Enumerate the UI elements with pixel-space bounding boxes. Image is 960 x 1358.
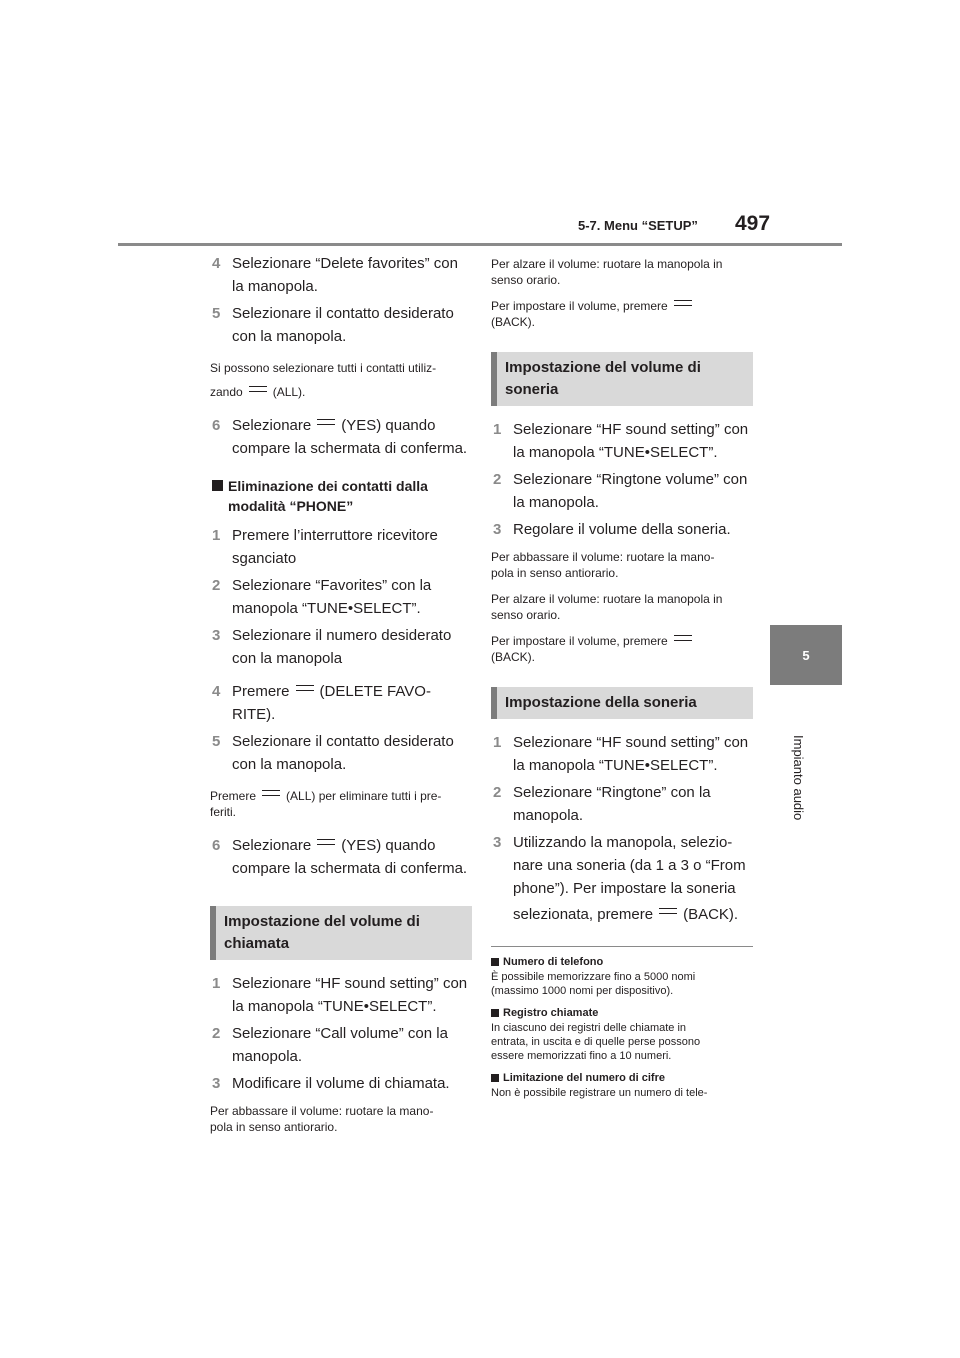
step-text: Utilizzando la manopola, selezio-	[513, 834, 733, 851]
note	[210, 1103, 472, 1135]
note-text: Per abbassare il volume: ruotare la mano-	[210, 1104, 434, 1118]
step-item	[491, 418, 753, 464]
step-number: 1	[493, 421, 502, 438]
step-item	[210, 524, 472, 570]
step-item	[491, 468, 753, 514]
note-text: pola in senso antiorario.	[210, 1120, 338, 1134]
step-text: manopola.	[513, 807, 584, 824]
info-heading-text: Limitazione del numero di cifre	[503, 1072, 665, 1084]
info-line: (massimo 1000 nomi per dispositivo).	[491, 985, 674, 997]
note-text: (ALL).	[272, 385, 306, 399]
step-item	[491, 781, 753, 827]
note-text: Per impostare il volume, premere	[491, 634, 668, 648]
info-heading	[491, 955, 753, 970]
step-item	[210, 1072, 472, 1095]
step-text: Selezionare il numero desiderato	[232, 627, 452, 644]
step-number: 5	[212, 305, 221, 322]
square-bullet-icon	[491, 1009, 499, 1017]
step-item	[210, 414, 472, 460]
step-number: 4	[212, 255, 221, 272]
chapter-number: 5	[802, 647, 810, 663]
section-title	[491, 687, 753, 719]
note-text: Per alzare il volume: ruotare la manopola in	[491, 257, 723, 271]
step-number: 6	[212, 837, 221, 854]
step-text: con la manopola	[232, 650, 343, 667]
section-title-text: Impostazione del volume di	[505, 359, 701, 376]
step-number: 3	[212, 627, 221, 644]
note-text: Si possono selezionare tutti i contatti utiliz-	[210, 361, 437, 375]
info-line: essere memorizzati fino a 10 numeri.	[491, 1050, 672, 1062]
step-number: 1	[212, 527, 221, 544]
note	[210, 788, 472, 820]
page-number: 497	[735, 212, 771, 235]
step-text: Selezionare il contatto desiderato	[232, 733, 454, 750]
step-text: con la manopola.	[232, 756, 347, 773]
step-text: Selezionare il contatto desiderato	[232, 305, 454, 322]
info-line: Non è possibile registrare un numero di tele-	[491, 1087, 708, 1099]
step-number: 5	[212, 733, 221, 750]
note-text: feriti.	[210, 805, 237, 819]
note-text: senso orario.	[491, 273, 561, 287]
step-number: 4	[212, 683, 221, 700]
step-text: compare la schermata di conferma.	[232, 860, 468, 877]
step-text: la manopola “TUNE•SELECT”.	[513, 444, 718, 461]
info-line: entrata, in uscita e di quelle perse possono	[491, 1036, 701, 1048]
step-text: Selezionare “HF sound setting” con	[513, 421, 749, 438]
header-divider	[118, 243, 842, 246]
step-text: (YES) quando	[341, 837, 436, 854]
button-icon	[262, 790, 280, 796]
note-text: (ALL) per eliminare tutti i pre-	[286, 789, 442, 803]
info-text	[491, 1021, 753, 1063]
step-item	[210, 680, 472, 726]
note-text: Per alzare il volume: ruotare la manopola in	[491, 592, 723, 606]
square-bullet-icon	[491, 1074, 499, 1082]
step-number: 6	[212, 417, 221, 434]
button-icon	[317, 839, 335, 845]
step-text: (BACK).	[683, 906, 739, 923]
subheading-text: modalità “PHONE”	[228, 498, 354, 514]
note-text: (BACK).	[491, 650, 536, 664]
step-text: Selezionare	[232, 417, 312, 434]
step-number: 3	[493, 521, 502, 538]
info-text	[491, 970, 753, 998]
step-text: Selezionare “HF sound setting” con	[513, 734, 749, 751]
step-item	[210, 730, 472, 776]
step-item	[210, 972, 472, 1018]
step-text: phone”). Per impostare la soneria	[513, 880, 736, 897]
step-number: 2	[493, 784, 502, 801]
step-text: Selezionare “Call volume” con la	[232, 1025, 448, 1042]
notes-divider	[491, 946, 753, 947]
left-column	[210, 252, 472, 1145]
button-icon	[317, 419, 335, 425]
note	[491, 549, 753, 581]
step-item	[210, 574, 472, 620]
button-icon	[296, 685, 314, 691]
step-text: (YES) quando	[341, 417, 436, 434]
step-text: con la manopola.	[232, 328, 347, 345]
note-text: senso orario.	[491, 608, 561, 622]
step-item	[210, 624, 472, 670]
step-item	[210, 1022, 472, 1068]
step-number: 2	[493, 471, 502, 488]
step-text: Selezionare “Ringtone” con la	[513, 784, 711, 801]
step-text: (DELETE FAVO-	[319, 683, 431, 700]
step-text: compare la schermata di conferma.	[232, 440, 468, 457]
chapter-tab	[770, 625, 842, 685]
right-column	[491, 252, 753, 1104]
note-text: pola in senso antiorario.	[491, 566, 619, 580]
note-text: (BACK).	[491, 315, 536, 329]
info-heading	[491, 1071, 753, 1086]
note-text: Premere	[210, 789, 257, 803]
section-title-text: soneria	[505, 381, 559, 398]
step-number: 2	[212, 577, 221, 594]
step-text: Modificare il volume di chiamata.	[232, 1075, 450, 1092]
note	[491, 256, 753, 288]
note	[210, 356, 472, 404]
info-line: In ciascuno dei registri delle chiamate in	[491, 1022, 687, 1034]
step-number: 3	[493, 834, 502, 851]
section-title	[491, 352, 753, 406]
step-text: la manopola.	[232, 278, 318, 295]
step-text: RITE).	[232, 706, 276, 723]
step-text: manopola.	[232, 1048, 303, 1065]
section-title	[210, 906, 472, 960]
info-text	[491, 1086, 753, 1100]
step-text: sganciato	[232, 550, 297, 567]
info-heading-text: Numero di telefono	[503, 956, 604, 968]
step-text: la manopola.	[513, 494, 599, 511]
step-item	[491, 831, 753, 930]
subheading-text: Eliminazione dei contatti dalla	[228, 478, 428, 494]
step-text: la manopola “TUNE•SELECT”.	[513, 757, 718, 774]
note-text: Per impostare il volume, premere	[491, 299, 668, 313]
step-text: Selezionare “Delete favorites” con	[232, 255, 458, 272]
note	[491, 633, 753, 665]
step-text: Premere	[232, 683, 290, 700]
note-text: zando	[210, 385, 243, 399]
step-number: 1	[493, 734, 502, 751]
step-text: Selezionare “Ringtone volume” con	[513, 471, 748, 488]
note	[491, 591, 753, 623]
info-heading	[491, 1006, 753, 1021]
step-item	[210, 252, 472, 298]
step-text: manopola “TUNE•SELECT”.	[232, 600, 421, 617]
info-heading-text: Registro chiamate	[503, 1007, 599, 1019]
step-text: nare una soneria (da 1 a 3 o “From	[513, 857, 746, 874]
step-text: Selezionare “Favorites” con la	[232, 577, 432, 594]
step-item	[210, 834, 472, 880]
step-text: Regolare il volume della soneria.	[513, 521, 731, 538]
subheading	[210, 476, 472, 516]
step-text: selezionata, premere	[513, 906, 654, 923]
square-bullet-icon	[212, 480, 223, 491]
step-text: Premere l’interruttore ricevitore	[232, 527, 438, 544]
button-icon	[659, 908, 677, 914]
note-text: Per abbassare il volume: ruotare la mano-	[491, 550, 715, 564]
step-text: Selezionare	[232, 837, 312, 854]
section-title-text: Impostazione della soneria	[505, 694, 697, 711]
info-line: È possibile memorizzare fino a 5000 nomi	[491, 971, 696, 983]
button-icon	[674, 300, 692, 306]
step-item	[491, 518, 753, 541]
step-text: la manopola “TUNE•SELECT”.	[232, 998, 437, 1015]
step-number: 2	[212, 1025, 221, 1042]
section-title-text: chiamata	[224, 935, 290, 952]
note	[491, 298, 753, 330]
button-icon	[674, 635, 692, 641]
section-title-text: Impostazione del volume di	[224, 913, 420, 930]
step-item	[210, 302, 472, 348]
section-header: 5-7. Menu “SETUP”	[578, 218, 698, 233]
step-number: 1	[212, 975, 221, 992]
step-text: Selezionare “HF sound setting” con	[232, 975, 468, 992]
step-number: 3	[212, 1075, 221, 1092]
button-icon	[249, 386, 267, 392]
step-item	[491, 731, 753, 777]
chapter-label: Impianto audio	[791, 735, 806, 821]
square-bullet-icon	[491, 958, 499, 966]
